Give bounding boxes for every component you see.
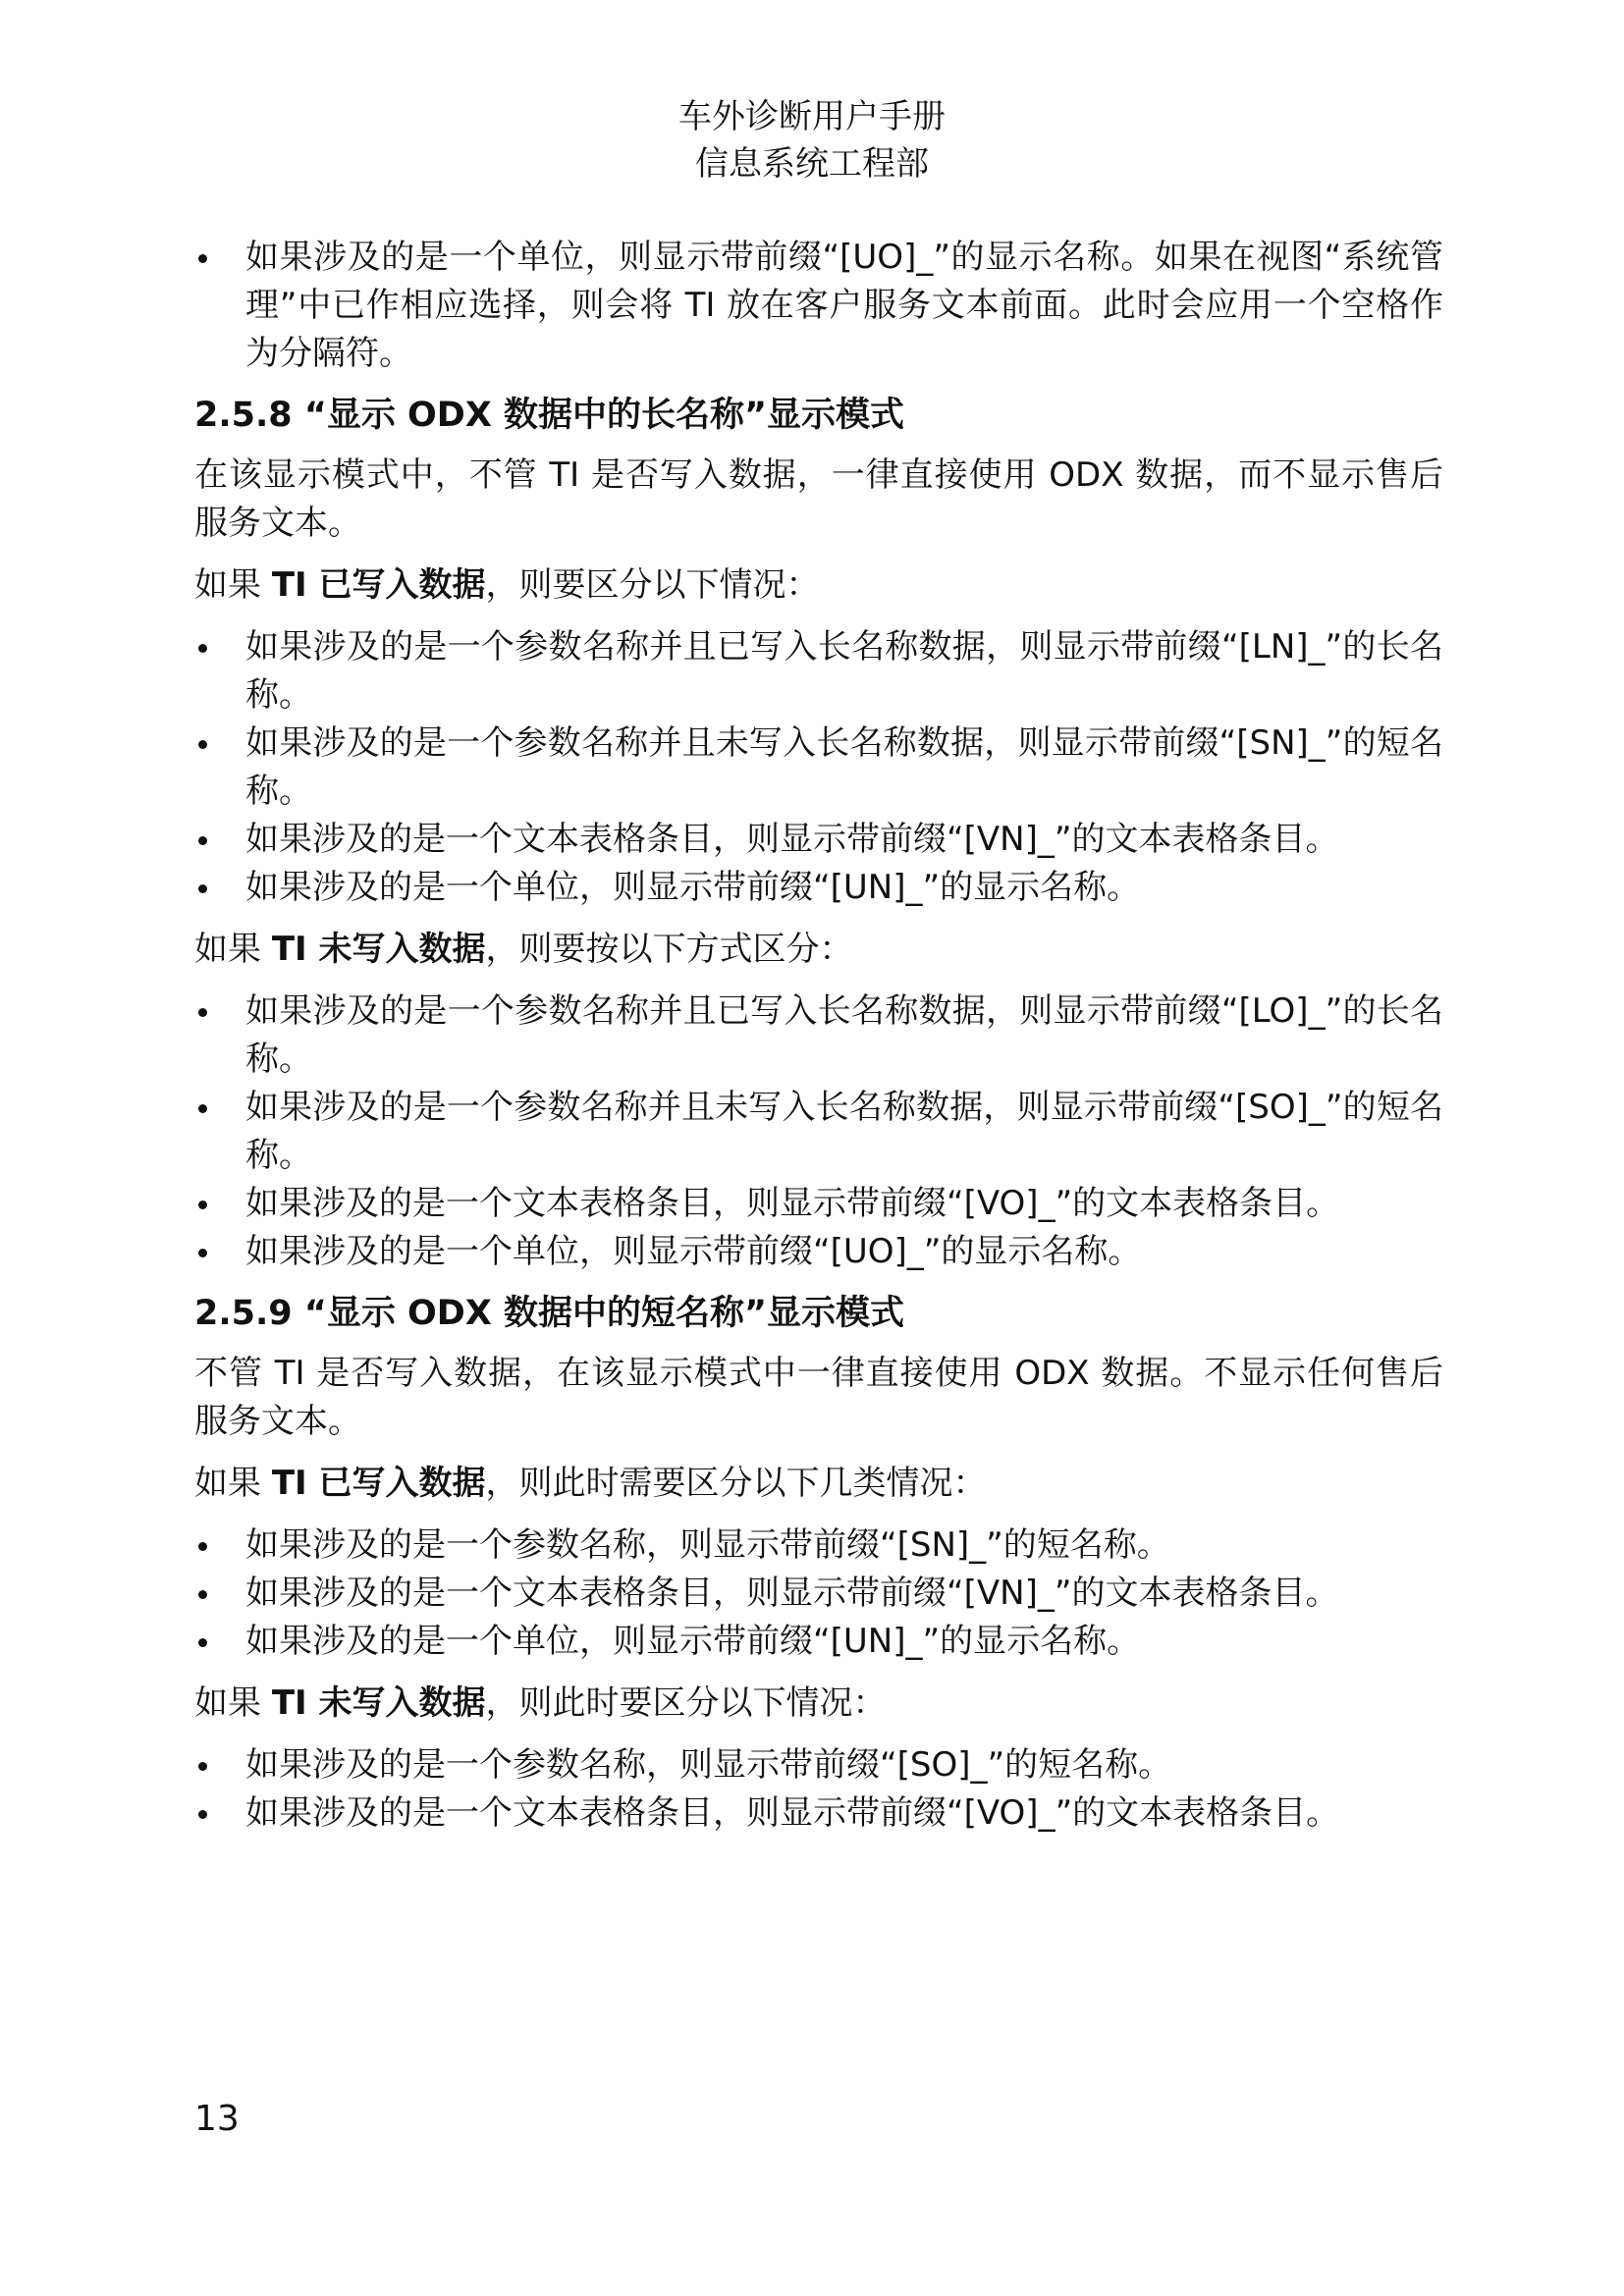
header-department: 信息系统工程部 — [695, 144, 929, 184]
unwritten-list — [194, 1741, 1443, 1838]
bullet-icon — [198, 1201, 207, 1209]
bullet-icon — [198, 1249, 207, 1257]
header-title: 车外诊断用户手册 — [678, 97, 946, 136]
list-item: 如果涉及的是一个文本表格条目，则显示带前缀“[VO]_”的文本表格条目。 — [194, 1789, 1443, 1838]
bullet-icon — [198, 1590, 207, 1599]
unwritten-list — [194, 988, 1443, 1276]
bullet-icon — [198, 836, 207, 845]
page-header — [0, 93, 1624, 187]
condition-label-written: 如果 TI 已写入数据，则此时需要区分以下几类情况： — [194, 1464, 987, 1503]
list-item: 如果涉及的是一个参数名称并且已写入长名称数据，则显示带前缀“[LO]_”的长名称。 — [194, 988, 1443, 1084]
bullet-icon — [198, 254, 207, 263]
bullet-icon — [198, 1762, 207, 1771]
list-item: 如果涉及的是一个单位，则显示带前缀“[UO]_”的显示名称。如果在视图“系统管理”中已作相应选择，则会将 TI 放在客户服务文本前面。此时会应用一个空格作为分隔符。 — [194, 234, 1443, 378]
list-item: 如果涉及的是一个参数名称并且已写入长名称数据，则显示带前缀“[LN]_”的长名称。 — [194, 623, 1443, 720]
list-item: 如果涉及的是一个单位，则显示带前缀“[UN]_”的显示名称。 — [194, 1618, 1443, 1666]
list-item: 如果涉及的是一个参数名称，则显示带前缀“[SN]_”的短名称。 — [194, 1522, 1443, 1570]
list-item: 如果涉及的是一个参数名称，则显示带前缀“[SO]_”的短名称。 — [194, 1741, 1443, 1789]
list-item: 如果涉及的是一个参数名称并且未写入长名称数据，则显示带前缀“[SN]_”的短名称。 — [194, 720, 1443, 816]
bullet-icon — [198, 1810, 207, 1819]
page-body — [194, 234, 1443, 1851]
intro-list — [194, 234, 1443, 378]
bullet-icon — [198, 1638, 207, 1647]
list-item: 如果涉及的是一个文本表格条目，则显示带前缀“[VO]_”的文本表格条目。 — [194, 1180, 1443, 1228]
bullet-icon — [198, 884, 207, 893]
section-paragraph: 不管 TI 是否写入数据，在该显示模式中一律直接使用 ODX 数据。不显示任何售后服务文本。 — [194, 1354, 1443, 1441]
condition-label-written: 如果 TI 已写入数据，则要区分以下情况： — [194, 565, 820, 605]
section-heading-2-5-9: 2.5.9 “显示 ODX 数据中的短名称”显示模式 — [194, 1294, 905, 1333]
bullet-icon — [198, 1104, 207, 1113]
section-heading-2-5-8: 2.5.8 “显示 ODX 数据中的长名称”显示模式 — [194, 396, 905, 435]
page-number: 13 — [194, 2099, 240, 2139]
bullet-icon — [198, 740, 207, 749]
list-item: 如果涉及的是一个文本表格条目，则显示带前缀“[VN]_”的文本表格条目。 — [194, 1570, 1443, 1618]
bullet-icon — [198, 1008, 207, 1017]
written-list — [194, 1522, 1443, 1666]
list-item: 如果涉及的是一个参数名称并且未写入长名称数据，则显示带前缀“[SO]_”的短名称。 — [194, 1084, 1443, 1180]
list-item: 如果涉及的是一个单位，则显示带前缀“[UO]_”的显示名称。 — [194, 1228, 1443, 1276]
condition-label-unwritten: 如果 TI 未写入数据，则此时要区分以下情况： — [194, 1683, 887, 1723]
bullet-icon — [198, 644, 207, 653]
section-paragraph: 在该显示模式中，不管 TI 是否写入数据，一律直接使用 ODX 数据，而不显示售后服务文本。 — [194, 455, 1443, 543]
condition-label-unwritten: 如果 TI 未写入数据，则要按以下方式区分： — [194, 930, 853, 969]
bullet-icon — [198, 1542, 207, 1551]
list-item: 如果涉及的是一个文本表格条目，则显示带前缀“[VN]_”的文本表格条目。 — [194, 816, 1443, 864]
written-list — [194, 623, 1443, 912]
list-item: 如果涉及的是一个单位，则显示带前缀“[UN]_”的显示名称。 — [194, 864, 1443, 912]
